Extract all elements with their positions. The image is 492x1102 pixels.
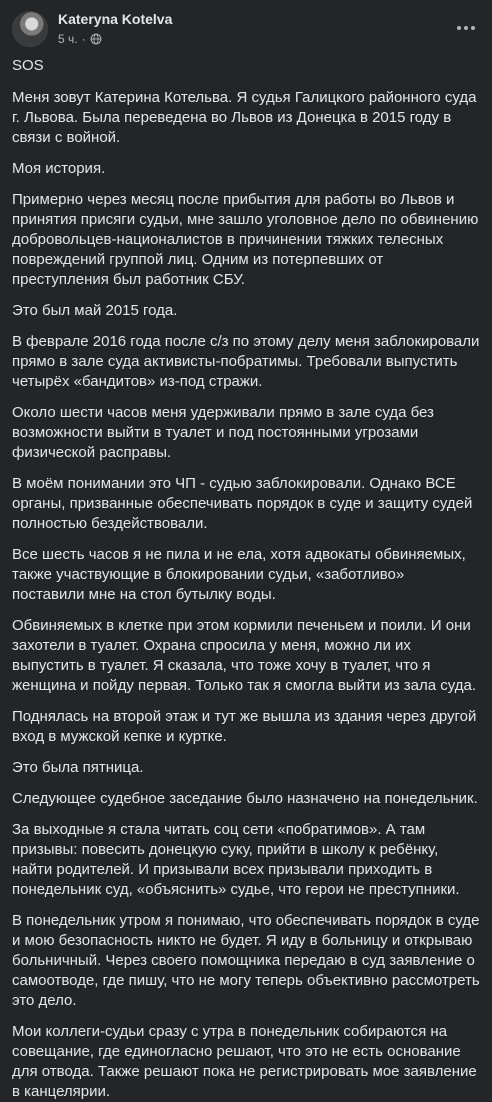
post-paragraph: Мои коллеги-судьи сразу с утра в понедельник собираются на совещание, где единогласно решают, что это не есть основание для отвода. Также решают пока не регистрировать мое заявление в канцелярии. — [12, 1023, 477, 1100]
post-paragraph: В моём понимании это ЧП - судью заблокировали. Однако ВСЕ органы, призванные обеспечивать порядок в суде и защиту судей полностью бездействовали. — [12, 475, 473, 532]
post-paragraph: Около шести часов меня удерживали прямо в зале суда без возможности выйти в туалет и под постоянными угрозами физической расправы. — [12, 404, 434, 461]
more-options-button[interactable] — [448, 10, 484, 46]
post-time[interactable]: 5 ч. — [58, 32, 78, 46]
post-paragraph: Примерно через месяц после прибытия для работы во Львов и принятия присяги судьи, мне зашло уголовное дело по обвинению добровольцев-националистов в причинении тяжких телесных повреждений группой лиц. Одним из потерпевших от преступления был работник СБУ. — [12, 191, 479, 288]
post-paragraph: Моя история. — [12, 160, 106, 177]
post-meta — [58, 32, 102, 46]
post-paragraph: Поднялась на второй этаж и тут же вышла из здания через другой вход в мужской кепке и куртке. — [12, 708, 477, 745]
avatar[interactable] — [12, 11, 48, 47]
post-body — [0, 56, 492, 1102]
post-paragraph: Следующее судебное заседание было назначено на понедельник. — [12, 790, 478, 807]
post-paragraph: Это был май 2015 года. — [12, 302, 178, 319]
globe-icon[interactable] — [90, 33, 102, 45]
author-name[interactable]: Kateryna Kotelva — [58, 11, 173, 27]
post-header — [0, 0, 492, 56]
post-paragraph: Обвиняемых в клетке при этом кормили печеньем и поили. И они захотели в туалет. Охрана спросила у меня, можно ли их выпустить в туалет. Я сказала, что тоже хочу в туалет, что я женщина и пойду первая. Только так я смогла выйти из зала суда. — [12, 617, 477, 694]
post-paragraph: В феврале 2016 года после с/з по этому делу меня заблокировали прямо в зале суда активисты-побратимы. Требовали выпустить четырёх «бандитов» из-под стражи. — [12, 333, 480, 390]
post-paragraph: Все шесть часов я не пила и не ела, хотя адвокаты обвиняемых, также участвующие в блокировании судьи, «заботливо» поставили мне на стол бутылку воды. — [12, 546, 466, 603]
post-paragraph: Это была пятница. — [12, 759, 144, 776]
post-paragraph: В понедельник утром я понимаю, что обеспечивать порядок в суде и мою безопасность никто не будет. Я иду в больницу и открываю больничный. Через своего помощника передаю в суд заявление о самоотводе, где пишу, что не могу теперь объективно рассмотреть это дело. — [12, 912, 480, 1009]
meta-separator: · — [81, 32, 86, 46]
more-horizontal-icon — [457, 26, 475, 30]
post-title: SOS — [12, 57, 44, 74]
post-paragraph: За выходные я стала читать соц сети «побратимов». А там призывы: повесить донецкую суку, прийти в школу к ребёнку, найти родителей. И призывали всех призывали приходить в понедельник суд, «объяснить» судье, что герои не преступники. — [12, 821, 460, 898]
post-paragraph: Меня зовут Катерина Котельва. Я судья Галицкого районного суда г. Львова. Была переведена во Львов из Донецка в 2015 году в связи с войной. — [12, 89, 477, 146]
